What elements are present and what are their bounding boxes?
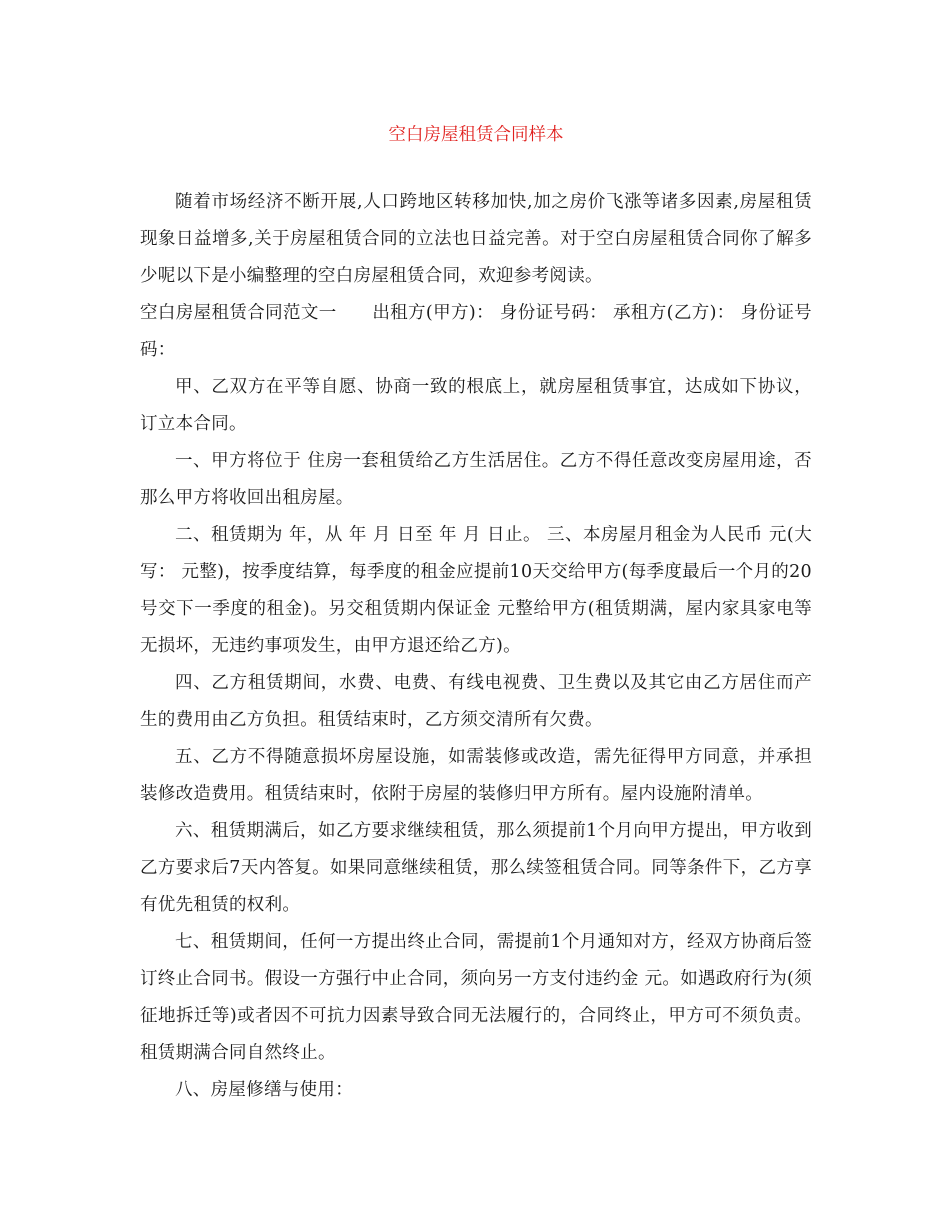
clause-2-3-paragraph: 二、租赁期为 年，从 年 月 日至 年 月 日止。 三、本房屋月租金为人民币 元(大写： 元整)，按季度结算，每季度的租金应提前10天交给甲方(每季度最后一个月的20号交下一季度的租金)。另交租赁期内保证金 元整给甲方(租赁期满，屋内家具家电等无损坏，无违约事项发生，由甲方退还给乙方)。 [140,525,812,656]
preamble-paragraph: 甲、乙双方在平等自愿、协商一致的根底上，就房屋租赁事宜，达成如下协议，订立本合同。 [140,377,812,434]
clause-1-paragraph: 一、甲方将位于 住房一套租赁给乙方生活居住。乙方不得任意改变房屋用途，否那么甲方将收回出租房屋。 [140,451,812,508]
clause-7-paragraph: 七、租赁期间，任何一方提出终止合同，需提前1个月通知对方，经双方协商后签订终止合同书。假设一方强行中止合同，须向另一方支付违约金 元。如遇政府行为(须征地拆迁等)或者因不可抗力因素导致合同无法履行的，合同终止，甲方可不须负责。租赁期满合同自然终止。 [140,932,812,1063]
clause-8-heading: 八、房屋修缮与使用： [175,1080,353,1100]
clause-5-paragraph: 五、乙方不得随意损坏房屋设施，如需装修或改造，需先征得甲方同意，并承担装修改造费用。租赁结束时，依附于房屋的装修归甲方所有。屋内设施附清单。 [140,747,812,804]
document-title: 空白房屋租赁合同样本 [388,125,564,145]
clause-4-paragraph: 四、乙方租赁期间，水费、电费、有线电视费、卫生费以及其它由乙方居住而产生的费用由乙方负担。租赁结束时，乙方须交清所有欠费。 [140,673,812,730]
intro-paragraph: 随着市场经济不断开展,人口跨地区转移加快,加之房价飞涨等诸多因素,房屋租赁现象日益增多,关于房屋租赁合同的立法也日益完善。对于空白房屋租赁合同你了解多少呢以下是小编整理的空白房屋租赁合同，欢迎参考阅读。 [140,192,812,286]
clause-6-paragraph: 六、租赁期满后，如乙方要求继续租赁，那么须提前1个月向甲方提出，甲方收到乙方要求后7天内答复。如果同意继续租赁，那么续签租赁合同。同等条件下，乙方享有优先租赁的权利。 [140,821,812,915]
contract-parties-line: 空白房屋租赁合同范文一 出租方(甲方)： 身份证号码： 承租方(乙方)： 身份证号码： [140,303,812,360]
document-page [140,118,812,1109]
